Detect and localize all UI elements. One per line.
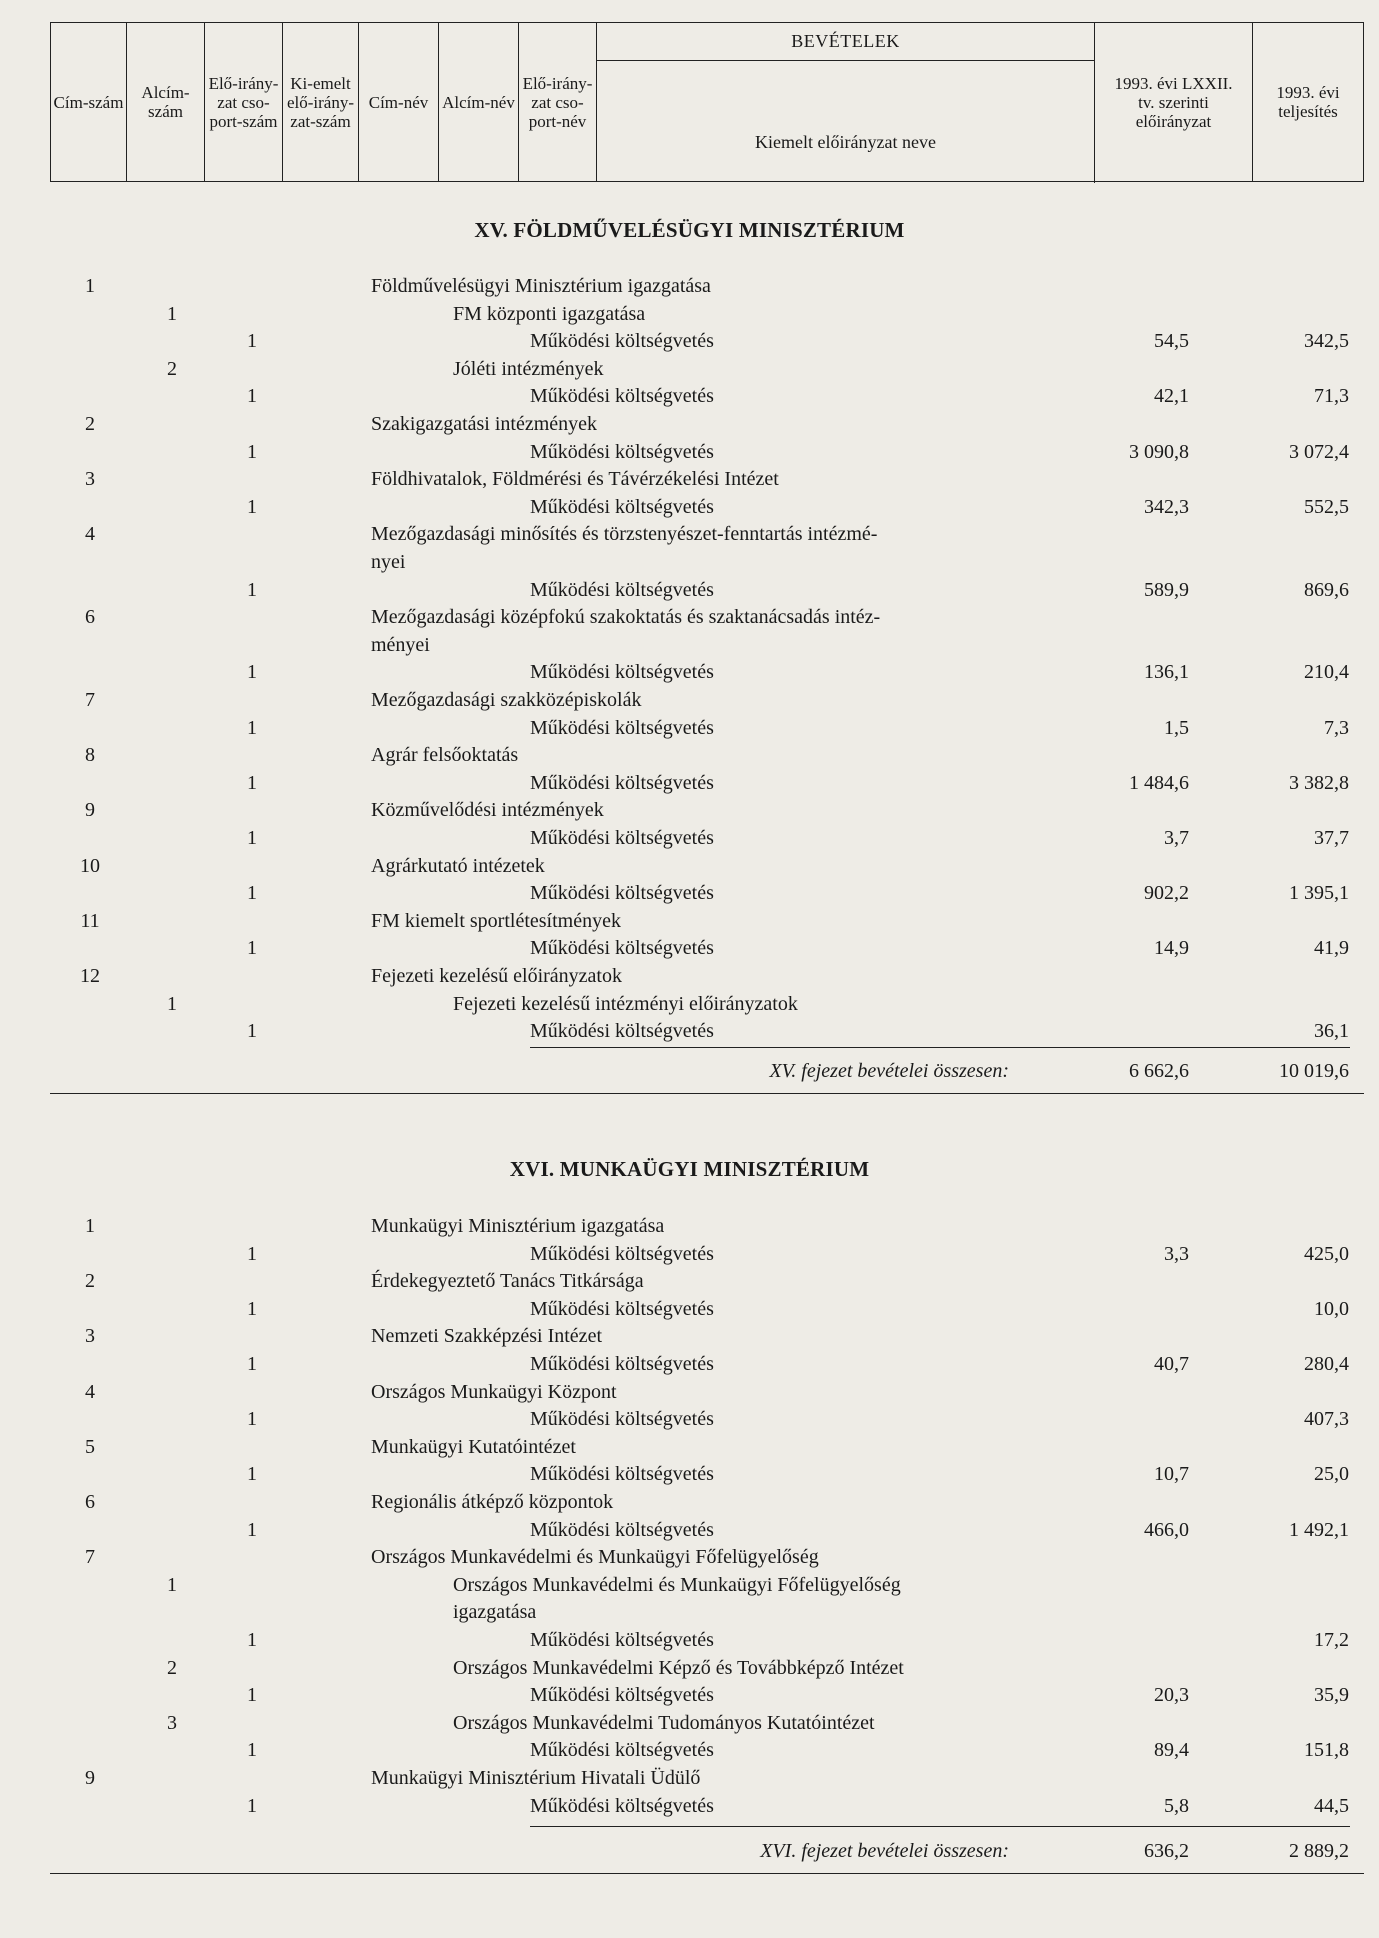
- row-label: Munkaügyi Minisztérium Hivatali Üdülő: [371, 1767, 701, 1789]
- section-title: XV. FÖLDMŰVELÉSÜGYI MINISZTÉRIUM: [474, 218, 905, 242]
- csoport-szam: 1: [247, 1794, 257, 1817]
- row-label: Működési költségvetés: [530, 661, 714, 684]
- cim-szam: 8: [85, 744, 95, 767]
- csoport-szam: 1: [247, 1518, 257, 1541]
- value-eloiranyzat: 20,3: [1154, 1684, 1189, 1707]
- csoport-szam: 1: [247, 495, 257, 518]
- csoport-szam: 1: [247, 1353, 257, 1375]
- row-label: Országos Munkavédelmi Tudományos Kutatóintézet: [453, 1711, 875, 1734]
- row-label: Közművelődési intézmények: [371, 799, 604, 822]
- table-row: [0, 687, 1379, 714]
- row-label: Munkaügyi Minisztérium igazgatása: [371, 1215, 665, 1237]
- row-label: Működési költségvetés: [530, 578, 714, 601]
- header-1993-tv: 1993. évi LXXII. tv. szerinti előirányzat: [1095, 23, 1253, 181]
- table-row: [0, 383, 1379, 410]
- table-row: [0, 1018, 1379, 1045]
- csoport-szam: 1: [247, 1684, 257, 1707]
- csoport-szam: 1: [247, 1242, 257, 1265]
- row-label: FM kiemelt sportlétesítmények: [371, 909, 621, 932]
- alcim-szam: 2: [167, 357, 177, 380]
- header-bevetelek: BEVÉTELEK: [597, 23, 1095, 61]
- csoport-szam: 1: [247, 1739, 257, 1762]
- row-label: Fejezeti kezelésű intézményi előirányzatok: [453, 992, 798, 1015]
- row-label: Működési költségvetés: [530, 882, 714, 905]
- alcim-szam: 1: [167, 992, 177, 1015]
- row-label: Országos Munkavédelmi és Munkaügyi Főfelügyelőség: [453, 1573, 901, 1596]
- table-row: [0, 797, 1379, 824]
- value-teljesites: 17,2: [1314, 1629, 1349, 1651]
- cim-szam: 1: [85, 1215, 95, 1237]
- row-label: Működési költségvetés: [530, 827, 714, 849]
- row-label: Működési költségvetés: [530, 1739, 714, 1762]
- value-eloiranyzat: 14,9: [1154, 937, 1189, 960]
- value-eloiranyzat: 3,3: [1164, 1242, 1189, 1265]
- row-label: Működési költségvetés: [530, 1242, 714, 1265]
- value-eloiranyzat: 40,7: [1154, 1353, 1189, 1375]
- csoport-szam: 1: [247, 330, 257, 353]
- table-row: [0, 1599, 1379, 1626]
- table-row: [0, 1434, 1379, 1461]
- row-label: Mezőgazdasági szakközépiskolák: [371, 689, 642, 711]
- row-label: Földhivatalok, Földmérési és Távérzékelési Intézet: [371, 468, 779, 491]
- csoport-szam: 1: [247, 1297, 257, 1320]
- table-row: [0, 963, 1379, 990]
- value-teljesites: 1 492,1: [1289, 1518, 1349, 1541]
- header-cim-szam: Cím-szám: [51, 23, 127, 181]
- table-row: [0, 1517, 1379, 1544]
- total-teljesites: 10 019,6: [1279, 1060, 1349, 1082]
- row-label: Működési költségvetés: [530, 1297, 714, 1320]
- row-label: Működési költségvetés: [530, 771, 714, 794]
- section-title: XVI. MUNKAÜGYI MINISZTÉRIUM: [509, 1157, 870, 1181]
- value-eloiranyzat: 5,8: [1164, 1794, 1189, 1817]
- cim-szam: 7: [85, 1546, 95, 1569]
- table-row: [0, 439, 1379, 466]
- header-kiemelt-eloiranyzat-szam: Ki-emelt elő-irány-zat-szám: [283, 23, 359, 181]
- row-label: Mezőgazdasági minősítés és törzstenyészet-fenntartás intézmé-: [371, 523, 878, 546]
- cim-szam: 2: [85, 1270, 95, 1293]
- row-label: Működési költségvetés: [530, 440, 714, 463]
- table-row: [0, 1572, 1379, 1599]
- section-bottom-rule: [50, 1093, 1364, 1094]
- table-row: [0, 1351, 1379, 1378]
- cim-szam: 1: [85, 275, 95, 297]
- row-label: Működési költségvetés: [530, 385, 714, 408]
- row-label: Jóléti intézmények: [453, 357, 604, 380]
- value-eloiranyzat: 902,2: [1144, 882, 1189, 905]
- value-teljesites: 869,6: [1304, 578, 1349, 601]
- table-row: [0, 1379, 1379, 1406]
- value-eloiranyzat: 89,4: [1154, 1739, 1189, 1762]
- cim-szam: 10: [80, 854, 100, 877]
- row-label: igazgatása: [453, 1601, 537, 1624]
- value-eloiranyzat: 589,9: [1144, 578, 1189, 601]
- table-row: [0, 1268, 1379, 1295]
- table-row: [0, 604, 1379, 631]
- value-eloiranyzat: 42,1: [1154, 385, 1189, 408]
- row-label: Működési költségvetés: [530, 495, 714, 518]
- value-eloiranyzat: 342,3: [1144, 495, 1189, 518]
- table-row: [0, 935, 1379, 962]
- header-eloiranyzat-csoport-nev: Elő-irány-zat cso-port-név: [519, 23, 597, 181]
- row-label: Működési költségvetés: [530, 716, 714, 739]
- row-label: Működési költségvetés: [530, 1684, 714, 1707]
- row-label: Működési költségvetés: [530, 1518, 714, 1541]
- row-label: Érdekegyeztető Tanács Titkársága: [371, 1270, 644, 1293]
- cim-szam: 4: [85, 1380, 95, 1403]
- csoport-szam: 1: [247, 1408, 257, 1431]
- row-label: Működési költségvetés: [530, 1353, 714, 1375]
- row-label: Agrárkutató intézetek: [371, 854, 545, 877]
- table-row: [0, 632, 1379, 659]
- row-label: Működési költségvetés: [530, 1629, 714, 1651]
- column-header-table: [50, 22, 1364, 182]
- value-teljesites: 36,1: [1314, 1020, 1349, 1043]
- table-row: [0, 659, 1379, 686]
- row-label: Agrár felsőoktatás: [371, 744, 519, 767]
- value-eloiranyzat: 54,5: [1154, 330, 1189, 353]
- table-row: [0, 1655, 1379, 1682]
- table-row: [0, 356, 1379, 383]
- value-teljesites: 35,9: [1314, 1684, 1349, 1707]
- table-row: [0, 1296, 1379, 1323]
- table-row: [0, 1461, 1379, 1488]
- table-row: [0, 1627, 1379, 1654]
- table-row: [0, 549, 1379, 576]
- row-label: ményei: [371, 633, 430, 656]
- table-row: [0, 770, 1379, 797]
- table-row: [0, 715, 1379, 742]
- table-row: [0, 466, 1379, 493]
- table-row: [0, 411, 1379, 438]
- cim-szam: 5: [85, 1435, 95, 1458]
- csoport-szam: 1: [247, 716, 257, 739]
- value-teljesites: 3 382,8: [1289, 771, 1349, 794]
- table-row: [0, 853, 1379, 880]
- row-label: Szakigazgatási intézmények: [371, 413, 598, 435]
- row-label: FM központi igazgatása: [453, 302, 646, 325]
- table-row: [0, 301, 1379, 328]
- csoport-szam: 1: [247, 1463, 257, 1486]
- row-label: Működési költségvetés: [530, 1408, 714, 1431]
- csoport-szam: 1: [247, 937, 257, 960]
- table-row: [0, 1682, 1379, 1709]
- table-row: [0, 1544, 1379, 1571]
- row-label: Működési költségvetés: [530, 1794, 714, 1817]
- table-row: [0, 1765, 1379, 1792]
- row-label: Regionális átképző központok: [371, 1491, 614, 1513]
- table-row: [0, 1241, 1379, 1268]
- header-kiemelt-nev: Kiemelt előirányzat neve: [597, 61, 1095, 183]
- csoport-szam: 1: [247, 440, 257, 463]
- value-teljesites: 10,0: [1314, 1297, 1349, 1320]
- table-row: [0, 742, 1379, 769]
- alcim-szam: 1: [167, 302, 177, 325]
- table-row: [0, 494, 1379, 521]
- total-separator-rule: [530, 1826, 1350, 1827]
- value-teljesites: 71,3: [1314, 385, 1349, 408]
- alcim-szam: 1: [167, 1573, 177, 1596]
- row-label: nyei: [371, 551, 406, 573]
- cim-szam: 2: [85, 413, 95, 435]
- section-total-row: [0, 1058, 1379, 1085]
- value-teljesites: 342,5: [1304, 330, 1349, 353]
- table-row: [0, 1737, 1379, 1764]
- value-teljesites: 3 072,4: [1289, 440, 1349, 463]
- csoport-szam: 1: [247, 882, 257, 905]
- total-teljesites: 2 889,2: [1289, 1840, 1349, 1862]
- cim-szam: 11: [80, 909, 100, 932]
- row-label: Országos Munkavédelmi Képző és Továbbképző Intézet: [453, 1656, 904, 1679]
- value-eloiranyzat: 136,1: [1144, 661, 1189, 684]
- value-eloiranyzat: 3 090,8: [1129, 440, 1189, 463]
- csoport-szam: 1: [247, 827, 257, 849]
- row-label: Működési költségvetés: [530, 1463, 714, 1486]
- row-label: Országos Munkaügyi Központ: [371, 1380, 617, 1403]
- table-row: [0, 880, 1379, 907]
- row-label: Országos Munkavédelmi és Munkaügyi Főfelügyelőség: [371, 1546, 819, 1569]
- row-label: Mezőgazdasági középfokú szakoktatás és szaktanácsadás intéz-: [371, 606, 881, 629]
- table-row: [0, 908, 1379, 935]
- value-teljesites: 407,3: [1304, 1408, 1349, 1431]
- table-row: [0, 1793, 1379, 1820]
- csoport-szam: 1: [247, 578, 257, 601]
- csoport-szam: 1: [247, 1020, 257, 1043]
- cim-szam: 6: [85, 606, 95, 629]
- alcim-szam: 2: [167, 1656, 177, 1679]
- row-label: Működési költségvetés: [530, 937, 714, 960]
- alcim-szam: 3: [167, 1711, 177, 1734]
- table-row: [0, 1406, 1379, 1433]
- value-teljesites: 552,5: [1304, 495, 1349, 518]
- value-eloiranyzat: 1 484,6: [1129, 771, 1189, 794]
- table-row: [0, 1323, 1379, 1350]
- total-label: XVI. fejezet bevételei összesen:: [760, 1840, 1009, 1862]
- value-teljesites: 44,5: [1314, 1794, 1349, 1817]
- value-teljesites: 280,4: [1304, 1353, 1349, 1375]
- table-row: [0, 1489, 1379, 1516]
- total-separator-rule: [530, 1047, 1350, 1048]
- value-teljesites: 210,4: [1304, 661, 1349, 684]
- row-label: Földművelésügyi Minisztérium igazgatása: [371, 275, 711, 297]
- value-teljesites: 425,0: [1304, 1242, 1349, 1265]
- row-label: Munkaügyi Kutatóintézet: [371, 1435, 576, 1458]
- row-label: Fejezeti kezelésű előirányzatok: [371, 965, 622, 987]
- cim-szam: 3: [85, 468, 95, 491]
- table-row: [0, 825, 1379, 852]
- row-label: Nemzeti Szakképzési Intézet: [371, 1325, 602, 1348]
- csoport-szam: 1: [247, 385, 257, 408]
- csoport-szam: 1: [247, 661, 257, 684]
- value-teljesites: 37,7: [1314, 827, 1349, 849]
- cim-szam: 9: [85, 1767, 95, 1789]
- cim-szam: 12: [80, 965, 100, 987]
- value-eloiranyzat: 1,5: [1164, 716, 1189, 739]
- value-eloiranyzat: 466,0: [1144, 1518, 1189, 1541]
- header-alcim-nev: Alcím-név: [439, 23, 519, 181]
- value-teljesites: 25,0: [1314, 1463, 1349, 1486]
- table-row: [0, 273, 1379, 300]
- value-teljesites: 41,9: [1314, 937, 1349, 960]
- cim-szam: 4: [85, 523, 95, 546]
- cim-szam: 6: [85, 1491, 95, 1513]
- table-row: [0, 577, 1379, 604]
- csoport-szam: 1: [247, 1629, 257, 1651]
- table-row: [0, 1213, 1379, 1240]
- section-total-row: [0, 1838, 1379, 1865]
- section-bottom-rule: [50, 1873, 1364, 1874]
- row-label: Működési költségvetés: [530, 330, 714, 353]
- value-teljesites: 151,8: [1304, 1739, 1349, 1762]
- header-alcim-szam: Alcím-szám: [127, 23, 205, 181]
- header-1993-teljesites: 1993. évi teljesítés: [1276, 83, 1340, 121]
- header-eloiranyzat-csoport-szam: Elő-irány-zat cso-port-szám: [205, 23, 283, 181]
- csoport-szam: 1: [247, 771, 257, 794]
- table-row: [0, 991, 1379, 1018]
- header-cim-nev: Cím-név: [359, 23, 439, 181]
- row-label: Működési költségvetés: [530, 1020, 714, 1043]
- value-eloiranyzat: 3,7: [1164, 827, 1189, 849]
- total-eloiranyzat: 636,2: [1144, 1840, 1189, 1862]
- table-row: [0, 328, 1379, 355]
- cim-szam: 7: [85, 689, 95, 711]
- total-label: XV. fejezet bevételei összesen:: [769, 1060, 1009, 1082]
- table-row: [0, 1710, 1379, 1737]
- value-teljesites: 1 395,1: [1289, 882, 1349, 905]
- table-row: [0, 521, 1379, 548]
- value-teljesites: 7,3: [1324, 716, 1349, 739]
- total-eloiranyzat: 6 662,6: [1129, 1060, 1189, 1082]
- value-eloiranyzat: 10,7: [1154, 1463, 1189, 1486]
- cim-szam: 3: [85, 1325, 95, 1348]
- cim-szam: 9: [85, 799, 95, 822]
